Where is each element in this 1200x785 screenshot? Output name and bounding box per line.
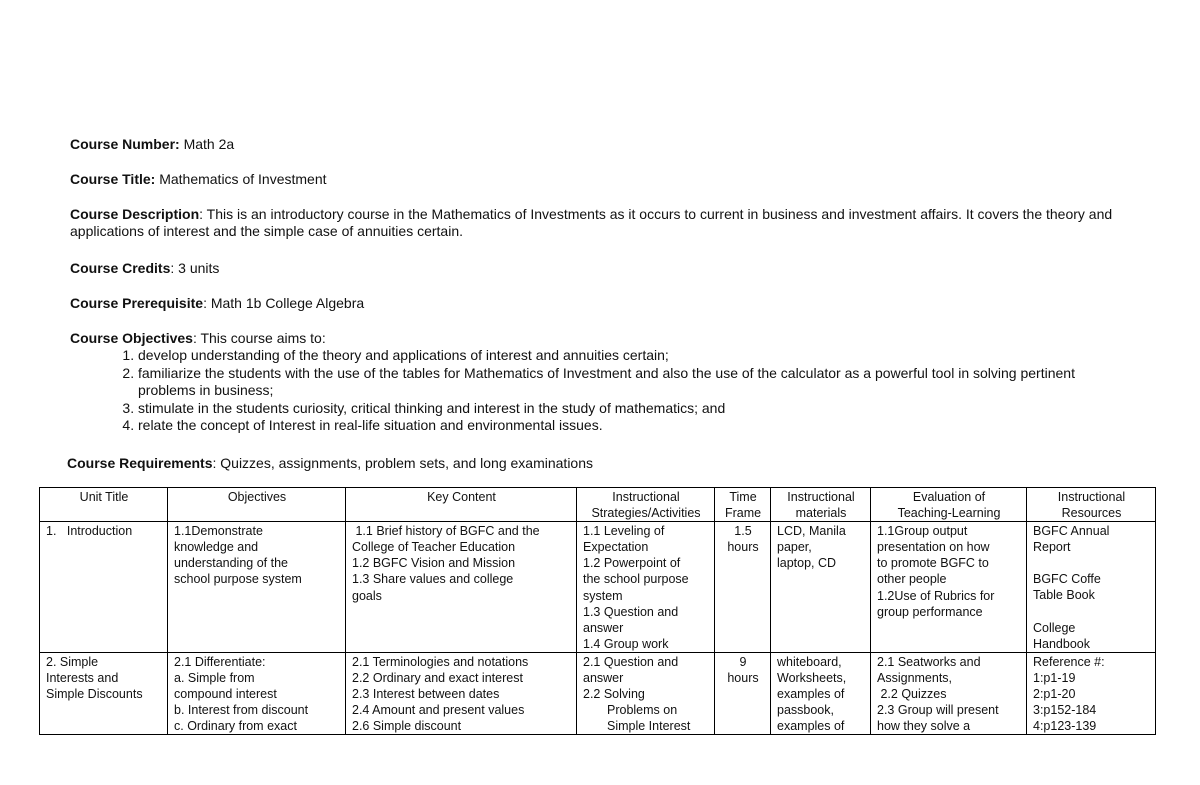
cell-unit: 2. Simple Interests and Simple Discounts <box>40 652 168 734</box>
table-header-row <box>40 488 1156 522</box>
header-materials: Instructional materials <box>771 488 871 522</box>
objective-item: 3. stimulate in the students curiosity, critical thinking and interest in the study of mathematics; and <box>138 400 1078 418</box>
course-requirements-label: Course Requirements <box>67 455 213 471</box>
course-number-value: Math 2a <box>179 136 235 152</box>
header-evaluation: Evaluation of Teaching-Learning <box>871 488 1027 522</box>
course-number-label: Course Number: <box>70 136 180 152</box>
cell-evaluation: 2.1 Seatworks and Assignments, 2.2 Quizzes 2.3 Group will present how they solve a <box>871 652 1027 734</box>
course-objectives-label: Course Objectives <box>70 330 193 346</box>
table-row <box>40 522 1156 653</box>
course-requirements <box>67 455 593 472</box>
course-credits-value: : 3 units <box>170 260 220 276</box>
header-key-content: Key Content <box>346 488 577 522</box>
cell-resources: Reference #: 1:p1-19 2:p1-20 3:p152-184 4:p123-139 <box>1027 652 1156 734</box>
header-time-frame: Time Frame <box>715 488 771 522</box>
header-objectives: Objectives <box>168 488 346 522</box>
table-row <box>40 652 1156 734</box>
cell-resources: BGFC Annual Report BGFC Coffe Table Book College Handbook <box>1027 522 1156 653</box>
course-number <box>70 136 234 153</box>
objective-item: 2. familiarize the students with the use of the tables for Mathematics of Investment and also the use of the calculator as a powerful tool in solving pertinent problems in business; <box>138 365 1078 400</box>
course-title-label: Course Title: <box>70 171 156 187</box>
cell-time: 1.5 hours <box>715 522 771 653</box>
course-prerequisite-value: : Math 1b College Algebra <box>203 295 365 311</box>
course-prerequisite-label: Course Prerequisite <box>70 295 204 311</box>
cell-strategies: 1.1 Leveling of Expectation 1.2 Powerpoint of the school purpose system 1.3 Question and answer 1.4 Group work <box>577 522 715 653</box>
header-resources: Instructional Resources <box>1027 488 1156 522</box>
course-objectives-intro: : This course aims to: <box>192 330 326 346</box>
header-strategies: Instructional Strategies/Activities <box>577 488 715 522</box>
course-credits <box>70 260 219 277</box>
course-requirements-value: : Quizzes, assignments, problem sets, and long examinations <box>212 455 594 471</box>
cell-objectives: 1.1Demonstrate knowledge and understanding of the school purpose system <box>168 522 346 653</box>
course-title-value: Mathematics of Investment <box>155 171 327 187</box>
cell-content: 1.1 Brief history of BGFC and the College of Teacher Education 1.2 BGFC Vision and Mission 1.3 Share values and college goals <box>346 522 577 653</box>
course-description-label: Course Description <box>70 206 200 222</box>
cell-evaluation: 1.1Group output presentation on how to promote BGFC to other people 1.2Use of Rubrics for group performance <box>871 522 1027 653</box>
course-prerequisite <box>70 295 364 312</box>
cell-time: 9 hours <box>715 652 771 734</box>
cell-strategies: 2.1 Question and answer 2.2 Solving Problems on Simple Interest <box>577 652 715 734</box>
cell-unit: 1. Introduction <box>40 522 168 653</box>
cell-content: 2.1 Terminologies and notations 2.2 Ordinary and exact interest 2.3 Interest between dates 2.4 Amount and present values 2.6 Simple discount <box>346 652 577 734</box>
objective-item: 1. develop understanding of the theory and applications of interest and annuities certain; <box>138 347 1078 365</box>
course-plan-table <box>39 487 1156 735</box>
cell-materials: whiteboard, Worksheets, examples of passbook, examples of <box>771 652 871 734</box>
objectives-list <box>110 347 1078 435</box>
cell-objectives: 2.1 Differentiate: a. Simple from compound interest b. Interest from discount c. Ordinary from exact <box>168 652 346 734</box>
course-title <box>70 171 327 188</box>
course-credits-label: Course Credits <box>70 260 171 276</box>
course-objectives-heading <box>70 330 326 347</box>
course-description-value: : This is an introductory course in the Mathematics of Investments as it occurs to current in business and investment affairs. It covers the theory and applications of interest and the simple case of annuities certain. <box>70 206 1113 239</box>
objective-item: 4. relate the concept of Interest in real-life situation and environmental issues. <box>138 417 1078 435</box>
header-unit-title: Unit Title <box>40 488 168 522</box>
cell-materials: LCD, Manila paper, laptop, CD <box>771 522 871 653</box>
course-description <box>70 206 1150 240</box>
